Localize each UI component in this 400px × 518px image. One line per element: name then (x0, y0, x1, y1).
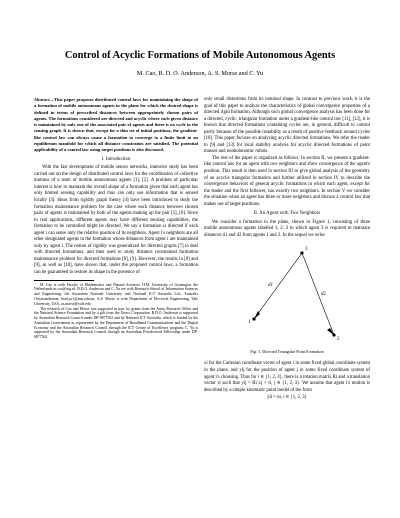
figure-caption: Fig. 1. Directed Triangular Point Formation (250, 349, 324, 355)
footnote-funding: The research of Cao and Morse was supported in part, by grants from the Army Research Office and the National Science Foundation and by a gift from the Xerox Corporation. B.D.O. Anderson is supported by Australian Research Council under DP-0877562 and by National ICT Australia, which is funded by the Australian Government as represented by the Department of Broadband Communications and the Digital Economy and the Australian Research Council through the ICT Centre of Excellence program. C. Yu is supported by the Australian Research Council through an Australian Postdoctoral Fellowship under DP-0877562. (34, 306, 198, 340)
label-node-3: 3 (305, 247, 308, 253)
label-node-2: 2 (337, 337, 340, 343)
abstract: Abstract—This paper proposes distributed control laws for maintaining the shape of a formation of mobile autonomous agents in the plane for which the desired shape is defined in terms of prescribed distances between appropriately chosen pairs of agents. The formations considered are directed and acyclic where each given distance is maintained by only one of the associated pair of agents and there is no cycle in the sensing graph. It is shown that, except for a thin set of initial positions, the gradient-like control law can always cause a formation to converge to a finite limit in an equilibrium manifold for which all distance constraints are satisfied. The potential applicability of a control law using target positions is also discussed. (34, 97, 198, 153)
abstract-label: Abstract (34, 97, 50, 102)
node-2 (332, 334, 335, 337)
left-column (34, 97, 198, 340)
paper-title: Control of Acyclic Formations of Mobile Autonomous Agents (64, 50, 336, 61)
introduction-paragraph: With the fast development of mobile sensor networks, intensive study has been carried out on the design of distributed control laws for the coordination of collective motions of a team of mobile autonomous agents [1], [2]. A problem of particular interest is how to maintain the overall shape of a formation given that each agent has only limited sensing capability and thus can only use information that is sensed locally [3]. Ideas from rigidity graph theory [4] have been introduced to study the formation maintenance problem for the case where each distance between chosen pairs of agents is maintained by both of the agents making up the pair [5], [6]. Since in real applications, different agents may have different sensing capabilities, the formation to be controlled might be directed. We say a formation is directed if each agent i can sense only the relative position of its neighbors. Agent i's neighbors are all other designated agents in the formation whose distances from agent i are maintained only by agent i. The notion of rigidity was generalized for directed graphs [7] to deal with directed formations, and then used to study distance constrained formation maintenance problem for directed formations [8], [9]. However, the results in [8] and [9], as well as [10], have shown that, under the proposed control laws, a formation can be guaranteed to restore its shape in the presence of (34, 165, 198, 275)
right-paragraph-4: xi for the Cartesian coordinate vector of agent i in some fixed global coordinate system in the plane, and yij for the position of agent j in some fixed coordinate system of agent i's choosing. Thus for i ∈ {1, 2, 3}, there is a rotation matrix Ri and a translation vector τi such that yij = Ri xj + τi, j ∈ {1, 2, 3}. We assume that agent i's motion is described by a simple kinematic point model of the form (204, 361, 370, 393)
node-1 (252, 318, 255, 321)
section-heading-two-neighbors: II. An Agent with Two Neighbors (253, 211, 321, 217)
triangle-diagram (204, 239, 370, 349)
right-paragraph-1: only small distortions from its nominal shape. In contrast to previous work, it is the goal of this paper to analyze the characteristics of global convergence properties of a directed rigid formation. Although such global convergence analysis has been done for a directed, cyclic, triangular formation under a gradient-like control law [11], [12], it is known that directed formations containing cycles are, in general, difficult to control partly because of the possible instability as a result of positive feedback around cycles [10]. This paper focuses on analyzing acyclic directed formations. We refer the reader to [9] and [13] for local stability analysis for acyclic directed formations of point masses and nonholonomic robots. (204, 97, 370, 155)
label-d1: d1 (268, 283, 273, 289)
abstract-text: This paper proposes distributed control laws for maintaining the shape of a formation of mobile autonomous agents in the plane for which the desired shape is defined in terms of prescribed distances between appropriately chosen pairs of agents. The formations considered are directed and acyclic where each given distance is maintained by only one of the associated pair of agents and there is no cycle in the sensing graph. It is shown that, except for a thin set of initial positions, the gradient-like control law can always cause a formation to converge to a finite limit in an equilibrium manifold for which all distance constraints are satisfied. The potential applicability of a control law using target positions is also discussed. (34, 97, 198, 153)
edge-3-to-2 (302, 253, 334, 335)
right-paragraph-2: The rest of the paper is organized as follows: In section II, we present a gradient-like control law for an agent with two neighbors and show convergence of the agent's position. This result is then used in section III to give global analysis of the geometry of an acyclic triangular formation and further utilized in section IV to describe the convergence behaviors of general acyclic formations in which each agent, except for the leader and the first follower, has exactly two neighbors. In section V we consider the situation when an agent has three or more neighbors and discuss a control law that makes use of target positions. (204, 155, 370, 207)
footnote-affiliations: M. Cao is with Faculty of Mathematics and Natural Sciences, ITM, University of Groningen, the Netherlands m.cao@rug.nl; B.D.O. Anderson and C. Yu are with Research School of Information Sciences and Engineering, the Australian National University and National ICT Australia Ltd., Australia {brian.anderson, brad.yu}@anu.edu.au; A.S. Morse is with Department of Electrical Engineering, Yale University, USA, as.morse@yale.edu (34, 282, 198, 306)
figure-triangle (204, 239, 370, 357)
node-3 (300, 252, 303, 255)
right-column (204, 97, 370, 403)
footnote-rule (34, 280, 94, 281)
equation-kinematic: ẏii = ui, i ∈ {1, 2, 3} (267, 395, 307, 401)
right-paragraph-3: We consider a formation in the plane, shown in Figure 1, consisting of three mobile autonomous agents labelled 1, 2, 3 in which agent 3 is required to maintain distances d1 and d2 from agents 1 and 2. In the sequel we write (204, 219, 370, 238)
edge-3-to-1 (254, 253, 302, 319)
label-d2: d2 (321, 292, 326, 298)
section-heading-introduction: I. Introduction (101, 156, 131, 162)
paper-authors: M. Cao, B. D. O. Anderson, A. S. Morse and C. Yu (136, 70, 264, 77)
label-node-1: 1 (248, 320, 251, 326)
